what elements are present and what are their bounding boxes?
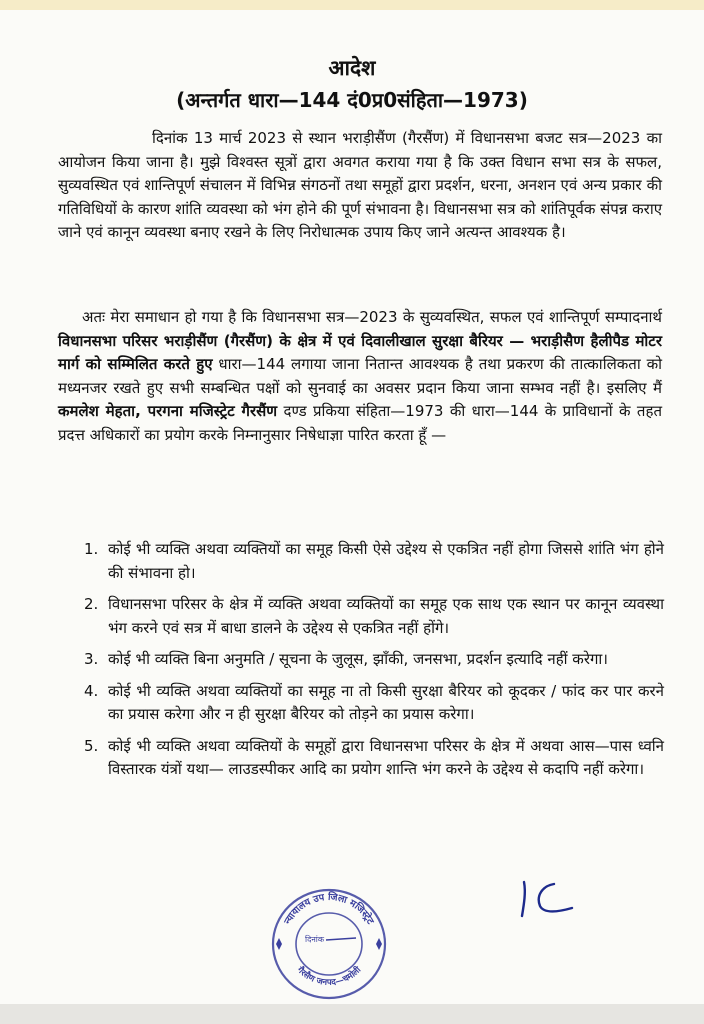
para2-text-3: दण्ड प्रकिया संहिता—1973 की धारा—144 के प्राविधानों के तहत प्रदत्त अधिकारों का प्रयोग करके निम्नानुसार निषेधाज्ञा पारित करता हूँ — xyxy=(58,402,662,444)
list-item-number: 2. xyxy=(84,595,99,613)
bottom-edge-band xyxy=(0,1004,704,1024)
seal-date-label: दिनांक xyxy=(305,935,324,944)
list-item-text: कोई भी व्यक्ति अथवा व्यक्तियों का समूह किसी ऐसे उद्देश्य से एकत्रित नहीं होगा जिससे शांति भंग होने की संभावना हो। xyxy=(108,540,664,582)
list-item-text: कोई भी व्यक्ति बिना अनुमति / सूचना के जुलूस, झाँकी, जनसभा, प्रदर्शन इत्यादि नहीं करेगा। xyxy=(108,650,608,668)
paragraph-background: दिनांक 13 मार्च 2023 से स्थान भराड़ीसैंण (गैरसैंण) में विधानसभा बजट सत्र—2023 का आयोजन किया जाना है। मुझे विश्वस्त सूत्रों द्वारा अवगत कराया गया है कि उक्त विधान सभा सत्र के सफल, सुव्यवस्थित एवं शान्तिपूर्ण संचालन में विभिन्न संगठनों तथा समूहों द्वारा प्रदर्शन, धरना, अनशन एवं अन्य प्रकार की गतिविधियों के कारण शांति व्यवस्था को भंग होने की पूर्ण संभावना है। विधानसभा सत्र को शांतिपूर्वक संपन्न कराए जाने एवं कानून व्यवस्था बनाए रखने के लिए निरोधात्मक उपाय किए जाने अत्यन्त आवश्यक है। xyxy=(58,129,662,241)
top-edge-band xyxy=(0,0,704,10)
list-item xyxy=(84,648,664,672)
list-item-number: 1. xyxy=(84,540,99,558)
para2-area-bold: विधानसभा परिसर भराड़ीसैंण (गैरसैंण) के क्षेत्र में एवं दिवालीखाल सुरक्षा बैरियर — भराड़ीसैण हैलीपैड मोटर मार्ग को सम्मिलित करते हुए xyxy=(58,331,662,373)
seal-top-text: न्यायालय उप जिला मजिस्ट्रेट xyxy=(282,891,376,927)
para2-text-2: धारा—144 लगाया जाना नितान्त आवश्यक है तथा प्रकरण की तात्कालिकता को मध्यनजर रखते हुए सभी सम्बन्धित पक्षों को सुनवाई का अवसर प्रदान किया जाना सम्भव नहीं है। इसलिए मैं xyxy=(58,355,662,397)
list-item-number: 3. xyxy=(84,650,99,668)
magistrate-name-bold: कमलेश मेहता, परगना मजिस्ट्रेट गैरसैंण xyxy=(58,402,278,420)
order-title: आदेश xyxy=(328,56,376,80)
seal-bottom-text: गैरसैण जनपद—चमोली xyxy=(294,965,364,988)
list-item xyxy=(84,538,664,585)
para2-text-1: अतः मेरा समाधान हो गया है कि विधानसभा सत्र—2023 के सुव्यवस्थित, सफल एवं शान्तिपूर्ण सम्पादनार्थ xyxy=(82,308,662,326)
list-item xyxy=(84,735,664,782)
official-seal-icon xyxy=(268,882,390,1002)
list-item-text: कोई भी व्यक्ति अथवा व्यक्तियों का समूह ना तो किसी सुरक्षा बैरियर को कूदकर / फांद कर पार करने का प्रयास करेगा और न ही सुरक्षा बैरियर को तोड़ने का प्रयास करेगा। xyxy=(108,681,664,723)
paragraph-order-basis xyxy=(58,306,662,447)
list-item xyxy=(84,680,664,727)
list-item-number: 5. xyxy=(84,736,99,755)
list-item xyxy=(84,593,664,640)
list-item-number: 4. xyxy=(84,681,99,700)
svg-text:न्यायालय उप जिला मजिस्ट्रेट xyxy=(282,891,376,928)
order-subtitle: (अन्तर्गत धारा—144 दं0प्र0संहिता—1973) xyxy=(176,88,528,112)
order-list xyxy=(84,538,664,790)
list-item-text: कोई भी व्यक्ति अथवा व्यक्तियों के समूहों द्वारा विधानसभा परिसर के क्षेत्र में अथवा आस—पास ध्वनि विस्तारक यंत्रों यथा— लाउडस्पीकर आदि का प्रयोग शान्ति भंग करने के उद्देश्य से कदापि नहीं करेगा। xyxy=(108,736,664,778)
signature-icon xyxy=(514,874,584,920)
list-item-text: विधानसभा परिसर के क्षेत्र में व्यक्ति अथवा व्यक्तियों का समूह एक साथ एक स्थान पर कानून व्यवस्था भंग करने एवं सत्र में बाधा डालने के उद्देश्य से एकत्रित नहीं होंगे। xyxy=(108,595,664,637)
svg-text:गैरसैण जनपद—चमोली xyxy=(294,964,364,988)
